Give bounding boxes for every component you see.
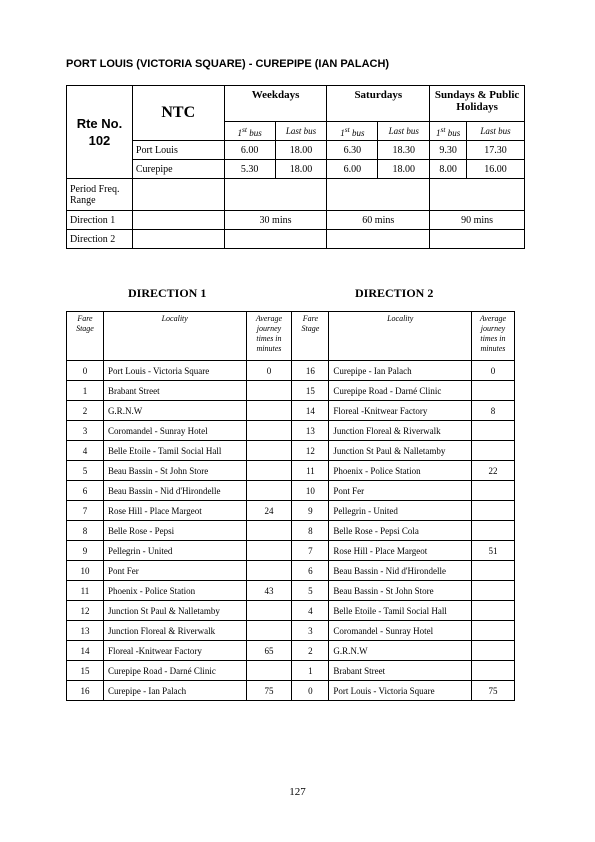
route-number-cell <box>67 86 133 179</box>
time-cell: 5.30 <box>224 160 275 179</box>
time-cell: 18.00 <box>275 141 327 160</box>
journey-time-cell <box>471 621 514 641</box>
fare-stage-cell: 9 <box>292 501 329 521</box>
time-cell: 16.00 <box>467 160 525 179</box>
timetable-row <box>67 141 525 160</box>
empty-cell <box>327 230 430 249</box>
journey-time-cell <box>471 501 514 521</box>
locality-cell: Belle Etoile - Tamil Social Hall <box>103 441 246 461</box>
journey-time-cell: 43 <box>246 581 292 601</box>
fare-stage-header: Fare Stage <box>292 312 329 361</box>
table-row <box>67 561 515 581</box>
journey-time-cell <box>246 381 292 401</box>
empty-cell <box>430 179 525 211</box>
fare-stage-cell: 14 <box>67 641 104 661</box>
journey-time-cell <box>246 541 292 561</box>
journey-time-cell <box>471 381 514 401</box>
frequency-saturdays: 60 mins <box>327 211 430 230</box>
locality-cell: Port Louis - Victoria Square <box>329 681 472 701</box>
fare-stage-cell: 10 <box>67 561 104 581</box>
empty-cell <box>132 179 224 211</box>
timetable-row <box>67 160 525 179</box>
locality-cell: Port Louis - Victoria Square <box>103 361 246 381</box>
fare-stage-cell: 11 <box>67 581 104 601</box>
locality-cell: Belle Etoile - Tamil Social Hall <box>329 601 472 621</box>
fare-stage-cell: 15 <box>67 661 104 681</box>
journey-time-cell <box>471 561 514 581</box>
first-bus-header: 1st bus <box>430 122 467 141</box>
fare-stage-cell: 5 <box>67 461 104 481</box>
fare-stage-cell: 0 <box>67 361 104 381</box>
locality-cell: Phoenix - Police Station <box>329 461 472 481</box>
fare-stage-cell: 7 <box>292 541 329 561</box>
empty-cell <box>224 179 327 211</box>
locality-cell: Beau Bassin - St John Store <box>103 461 246 481</box>
locality-cell: Coromandel - Sunray Hotel <box>329 621 472 641</box>
table-row <box>67 601 515 621</box>
fare-stage-cell: 5 <box>292 581 329 601</box>
locality-cell: Beau Bassin - Nid d'Hirondelle <box>103 481 246 501</box>
journey-time-cell <box>471 641 514 661</box>
journey-time-cell <box>246 601 292 621</box>
locality-cell: Coromandel - Sunray Hotel <box>103 421 246 441</box>
period-freq-label: Period Freq. Range <box>67 179 133 211</box>
table-row <box>67 461 515 481</box>
last-bus-header: Last bus <box>467 122 525 141</box>
fare-stage-cell: 6 <box>67 481 104 501</box>
journey-time-cell: 24 <box>246 501 292 521</box>
time-cell: 18.30 <box>378 141 430 160</box>
first-bus-header: 1st bus <box>327 122 378 141</box>
table-row <box>67 421 515 441</box>
journey-time-cell <box>471 441 514 461</box>
journey-time-cell <box>471 581 514 601</box>
locality-cell: Pellegrin - United <box>103 541 246 561</box>
journey-time-cell <box>246 521 292 541</box>
fare-stage-table <box>66 311 515 701</box>
time-cell: 8.00 <box>430 160 467 179</box>
journey-time-cell <box>471 521 514 541</box>
page-title: PORT LOUIS (VICTORIA SQUARE) - CUREPIPE (IAN PALACH) <box>66 58 390 70</box>
table-row <box>67 481 515 501</box>
locality-cell: Junction Floreal & Riverwalk <box>103 621 246 641</box>
fare-stage-cell: 16 <box>292 361 329 381</box>
fare-stage-cell: 11 <box>292 461 329 481</box>
locality-cell: Pont Fer <box>329 481 472 501</box>
journey-time-cell: 51 <box>471 541 514 561</box>
period-sundays-holidays: Sundays & Public Holidays <box>430 86 525 122</box>
route-label: Rte No. <box>76 116 123 131</box>
locality-cell: Brabant Street <box>103 381 246 401</box>
route-number: 102 <box>88 133 111 148</box>
fare-stage-cell: 4 <box>292 601 329 621</box>
journey-time-cell: 65 <box>246 641 292 661</box>
fare-stage-header-row <box>67 312 515 361</box>
journey-time-cell <box>246 421 292 441</box>
locality-cell: Floreal -Knitwear Factory <box>329 401 472 421</box>
table-row <box>67 581 515 601</box>
locality-cell: G.R.N.W <box>329 641 472 661</box>
fare-stage-cell: 16 <box>67 681 104 701</box>
fare-stage-cell: 12 <box>292 441 329 461</box>
page-number: 127 <box>289 786 306 798</box>
table-row <box>67 661 515 681</box>
journey-time-cell: 75 <box>246 681 292 701</box>
locality-cell: Brabant Street <box>329 661 472 681</box>
locality-cell: Belle Rose - Pepsi <box>103 521 246 541</box>
journey-time-cell <box>471 481 514 501</box>
empty-cell <box>430 230 525 249</box>
empty-cell <box>132 211 224 230</box>
journey-time-cell <box>246 441 292 461</box>
journey-time-cell <box>471 421 514 441</box>
direction-1-heading: DIRECTION 1 <box>128 286 207 300</box>
timetable-summary <box>66 85 525 249</box>
first-bus-header: 1st bus <box>224 122 275 141</box>
fare-stage-cell: 3 <box>67 421 104 441</box>
locality-cell: Junction St Paul & Nalletamby <box>329 441 472 461</box>
origin-name: Port Louis <box>132 141 224 160</box>
fare-stage-cell: 1 <box>67 381 104 401</box>
locality-header: Locality <box>329 312 472 361</box>
journey-time-cell: 75 <box>471 681 514 701</box>
fare-stage-cell: 13 <box>67 621 104 641</box>
table-row <box>67 621 515 641</box>
journey-time-cell: 8 <box>471 401 514 421</box>
last-bus-header: Last bus <box>378 122 430 141</box>
fare-stage-cell: 6 <box>292 561 329 581</box>
journey-time-cell <box>246 621 292 641</box>
empty-cell <box>132 230 224 249</box>
table-row <box>67 401 515 421</box>
fare-stage-cell: 10 <box>292 481 329 501</box>
fare-stage-header: Fare Stage <box>67 312 104 361</box>
time-cell: 6.00 <box>224 141 275 160</box>
journey-time-cell <box>246 401 292 421</box>
fare-stage-cell: 1 <box>292 661 329 681</box>
journey-time-cell: 22 <box>471 461 514 481</box>
journey-time-cell <box>246 561 292 581</box>
table-row <box>67 681 515 701</box>
frequency-weekdays: 30 mins <box>224 211 327 230</box>
journey-time-cell <box>246 661 292 681</box>
time-cell: 18.00 <box>378 160 430 179</box>
direction1-label: Direction 1 <box>67 211 133 230</box>
locality-cell: Beau Bassin - Nid d'Hirondelle <box>329 561 472 581</box>
time-cell: 9.30 <box>430 141 467 160</box>
locality-cell: Pont Fer <box>103 561 246 581</box>
empty-cell <box>327 179 430 211</box>
fare-stage-cell: 3 <box>292 621 329 641</box>
journey-time-cell: 0 <box>246 361 292 381</box>
table-row <box>67 361 515 381</box>
fare-stage-cell: 0 <box>292 681 329 701</box>
fare-stage-cell: 12 <box>67 601 104 621</box>
fare-stage-cell: 14 <box>292 401 329 421</box>
time-cell: 6.30 <box>327 141 378 160</box>
fare-stage-cell: 8 <box>67 521 104 541</box>
journey-time-cell <box>471 601 514 621</box>
locality-cell: Floreal -Knitwear Factory <box>103 641 246 661</box>
locality-cell: Belle Rose - Pepsi Cola <box>329 521 472 541</box>
origin-name: Curepipe <box>132 160 224 179</box>
last-bus-header: Last bus <box>275 122 327 141</box>
time-cell: 18.00 <box>275 160 327 179</box>
empty-cell <box>224 230 327 249</box>
locality-cell: Curepipe Road - Darné Clinic <box>103 661 246 681</box>
fare-stage-cell: 13 <box>292 421 329 441</box>
locality-cell: Phoenix - Police Station <box>103 581 246 601</box>
journey-time-cell <box>246 461 292 481</box>
locality-header: Locality <box>103 312 246 361</box>
table-row <box>67 441 515 461</box>
fare-stage-cell: 15 <box>292 381 329 401</box>
fare-stage-cell: 2 <box>67 401 104 421</box>
fare-stage-cell: 2 <box>292 641 329 661</box>
direction-2-heading: DIRECTION 2 <box>355 286 434 300</box>
journey-time-cell <box>471 661 514 681</box>
journey-time-cell: 0 <box>471 361 514 381</box>
average-time-header: Average journey times in minutes <box>246 312 292 361</box>
fare-stage-cell: 7 <box>67 501 104 521</box>
table-row <box>67 501 515 521</box>
fare-stage-body <box>67 361 515 701</box>
locality-cell: Junction Floreal & Riverwalk <box>329 421 472 441</box>
period-weekdays: Weekdays <box>224 86 327 122</box>
table-row <box>67 641 515 661</box>
locality-cell: Rose Hill - Place Margeot <box>329 541 472 561</box>
direction2-label: Direction 2 <box>67 230 133 249</box>
locality-cell: Beau Bassin - St John Store <box>329 581 472 601</box>
period-saturdays: Saturdays <box>327 86 430 122</box>
table-row <box>67 521 515 541</box>
time-cell: 17.30 <box>467 141 525 160</box>
time-cell: 6.00 <box>327 160 378 179</box>
locality-cell: G.R.N.W <box>103 401 246 421</box>
fare-stage-cell: 9 <box>67 541 104 561</box>
fare-stage-cell: 4 <box>67 441 104 461</box>
locality-cell: Curepipe Road - Darné Clinic <box>329 381 472 401</box>
locality-cell: Pellegrin - United <box>329 501 472 521</box>
locality-cell: Junction St Paul & Nalletamby <box>103 601 246 621</box>
journey-time-cell <box>246 481 292 501</box>
locality-cell: Rose Hill - Place Margeot <box>103 501 246 521</box>
average-time-header: Average journey times in minutes <box>471 312 514 361</box>
table-row <box>67 541 515 561</box>
fare-stage-cell: 8 <box>292 521 329 541</box>
locality-cell: Curepipe - Ian Palach <box>329 361 472 381</box>
frequency-sundays: 90 mins <box>430 211 525 230</box>
locality-cell: Curepipe - Ian Palach <box>103 681 246 701</box>
table-row <box>67 381 515 401</box>
operator-name: NTC <box>132 86 224 141</box>
